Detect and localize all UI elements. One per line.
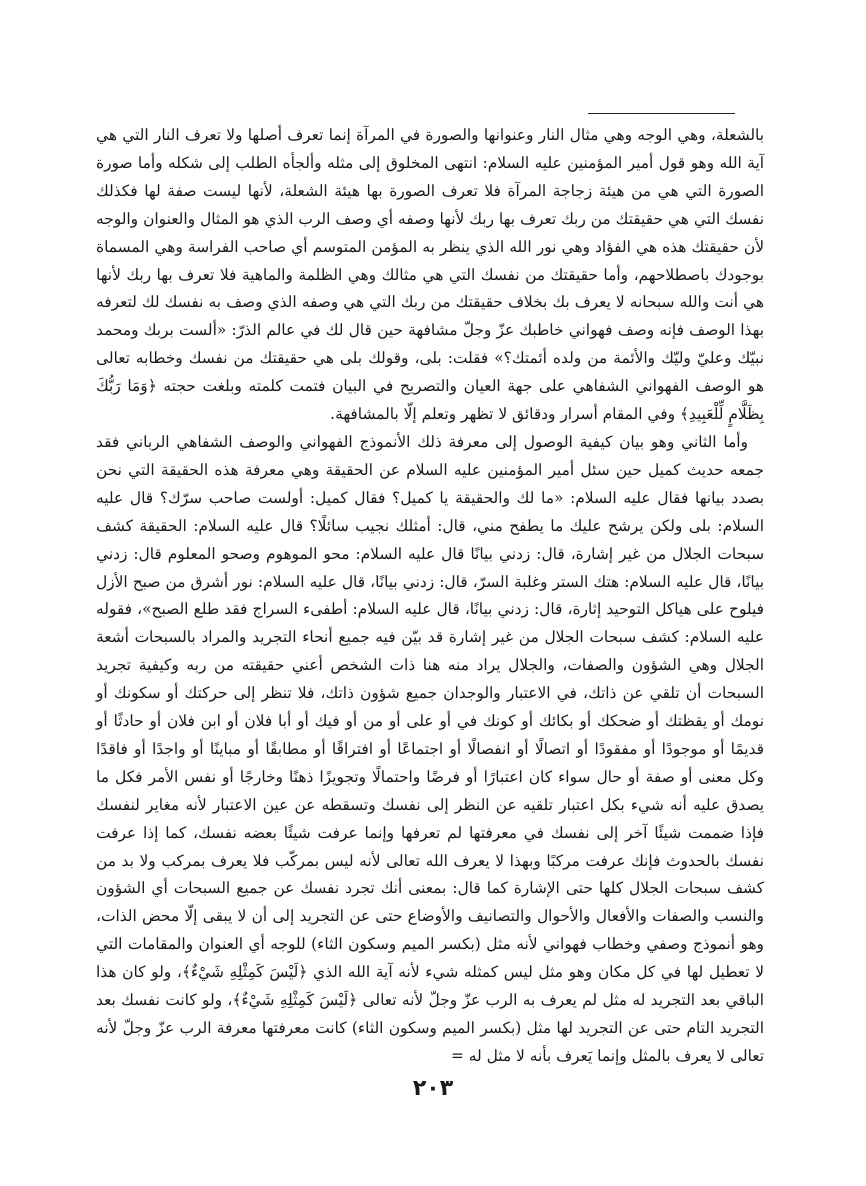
footnote-text-block xyxy=(96,122,764,1071)
footnote-paragraph: وأما الثاني وهو بيان كيفية الوصول إلى معرفة ذلك الأنموذج الفهواني والوصف الشفاهي الرباني فقد جمعه حديث كميل حين سئل أمير المؤمنين عليه السلام عن الحقيقة وهي معرفة هذه الحقيقة التي نحن بصدد بيانها فقال عليه السلام: «ما لك والحقيقة يا كميل؟ فقال كميل: أولست صاحب سرّك؟ قال عليه السلام: بلى ولكن يرشح عليك ما يطفح مني، قال: أمثلك نجيب سائلًا؟ قال عليه السلام: الحقيقة كشف سبحات الجلال من غير إشارة، قال: زدني بيانًا قال عليه السلام: محو الموهوم وصحو المعلوم قال: زدني بيانًا، قال عليه السلام: هتك الستر وغلبة السرّ، قال: زدني بيانًا، قال عليه السلام: نور أشرق من صبح الأزل فيلوح على هياكل التوحيد إثارة، قال: زدني بيانًا، قال عليه السلام: أطفىء السراج فقد طلع الصبح»، فقوله عليه السلام: كشف سبحات الجلال من غير إشارة قد بيّن فيه جميع أنحاء التجريد والمراد بالسبحات أشعة الجلال وهي الشؤون والصفات، والجلال يراد منه هنا ذات الشخص أعني حقيقته من ربه وكيفية تجريد السبحات أن تلقي عن ذاتك، في الاعتبار والوجدان جميع شؤون ذاتك، فلا تنظر إلى حركتك أو سكونك أو نومك أو يقظتك أو ضحكك أو بكائك أو كونك في أو على أو من أو فيك أو أبا فلان أو ابن فلان أو حادثًا أو قديمًا أو موجودًا أو مفقودًا أو اتصالًا أو انفصالًا أو اجتماعًا أو افتراقًا أو مطابقًا أو مباينًا أو واجدًا أو فاقدًا وكل معنى أو صفة أو حال سواء كان اعتبارًا أو فرضًا واحتمالًا وتجويزًا ذهنًا وخارجًا أو نفس الأمر فكل ما يصدق عليه أنه شيء بكل اعتبار تلقيه عن النظر إلى نفسك وتسقطه عن عين الاعتبار لأنه مغاير لنفسك فإذا ضممت شيئًا آخر إلى نفسك في معرفتها لم تعرفها وإنما عرفت شيئًا بعضه نفسك، كما إذا عرفت نفسك بالحدوث فإنك عرفت مركبًا وبهذا لا يعرف الله تعالى لأنه ليس بمركّب فلا يعرف بمركب ولا بد من كشف سبحات الجلال كلها حتى الإشارة كما قال: بمعنى أنك تجرد نفسك عن جميع السبحات أي الشؤون والنسب والصفات والأفعال والأحوال والتصانيف والأوضاع حتى عن التجريد إلى أن لا يبقى إلّا محض الذات، وهو أنموذج وصفي وخطاب فهواني لأنه مثل (بكسر الميم وسكون الثاء) للوجه أي العنوان والمقامات التي لا تعطيل لها في كل مكان وهو مثل ليس كمثله شيء لأنه آية الله الذي ﴿لَيْسَ كَمِثْلِهِ شَيْءٌ﴾، ولو كان هذا الباقي بعد التجريد له مثل لم يعرف به الرب عزّ وجلّ لأنه تعالى ﴿لَيْسَ كَمِثْلِهِ شَيْءٌ﴾، ولو كانت نفسك بعد التجريد التام حتى عن التجريد لها مثل (بكسر الميم وسكون الثاء) كانت معرفتها معرفة الرب عزّ وجلّ لأنه تعالى لا يعرف بالمثل وإنما يَعرف بأنه لا مثل له = xyxy=(96,432,764,1065)
footnote-separator-rule xyxy=(588,113,735,114)
page-number: ٢٠٣ xyxy=(412,1076,454,1101)
footnote-paragraph: بالشعلة، وهي الوجه وهي مثال النار وعنوانها والصورة في المرآة إنما تعرف أصلها ولا تعرف النار التي هي آية الله وهو قول أمير المؤمنين عليه السلام: انتهى المخلوق إلى مثله وألجأه الطلب إلى شكله وأما صورة الصورة التي هي من هيئة زجاجة المرآة فلا تعرف الصورة بها هيئة الشعلة، لأنها ليست صفة لها فكذلك نفسك التي هي حقيقتك من ربك تعرف بها ربك لأنها وصفه أي وصف الرب الذي هو المثال والعنوان والوجه لأن حقيقتك هذه هي الفؤاد وهي نور الله الذي ينظر به المؤمن المتوسم أي صاحب الفراسة وهي المسماة بوجودك باصطلاحهم، وأما حقيقتك من نفسك التي هي مثالك وهي الظلمة والماهية فلا تعرف بها ربك لأنها هي أنت والله سبحانه لا يعرف بك بخلاف حقيقتك من ربك التي هي وصفه الذي وصف به نفسك لك لتعرفه بهذا الوصف فإنه وصف فهواني خاطبك عزّ وجلّ مشافهة حين قال لك في عالم الذرّ: «ألست بربك ومحمد نبيّك وعليّ وليّك والأئمة من ولده أئمتك؟» فقلت: بلى، وقولك بلى هي حقيقتك من نفسك وخطابه تعالى هو الوصف الفهواني الشفاهي على جهة العيان والتصريح في البيان فتمت كلمته وبلغت حجته ﴿وَمَا رَبُّكَ بِظَلَّامٍ لِّلْعَبِيدِ﴾ وفي المقام أسرار ودقائق لا تظهر وتعلم إلّا بالمشافهة. xyxy=(96,126,764,424)
